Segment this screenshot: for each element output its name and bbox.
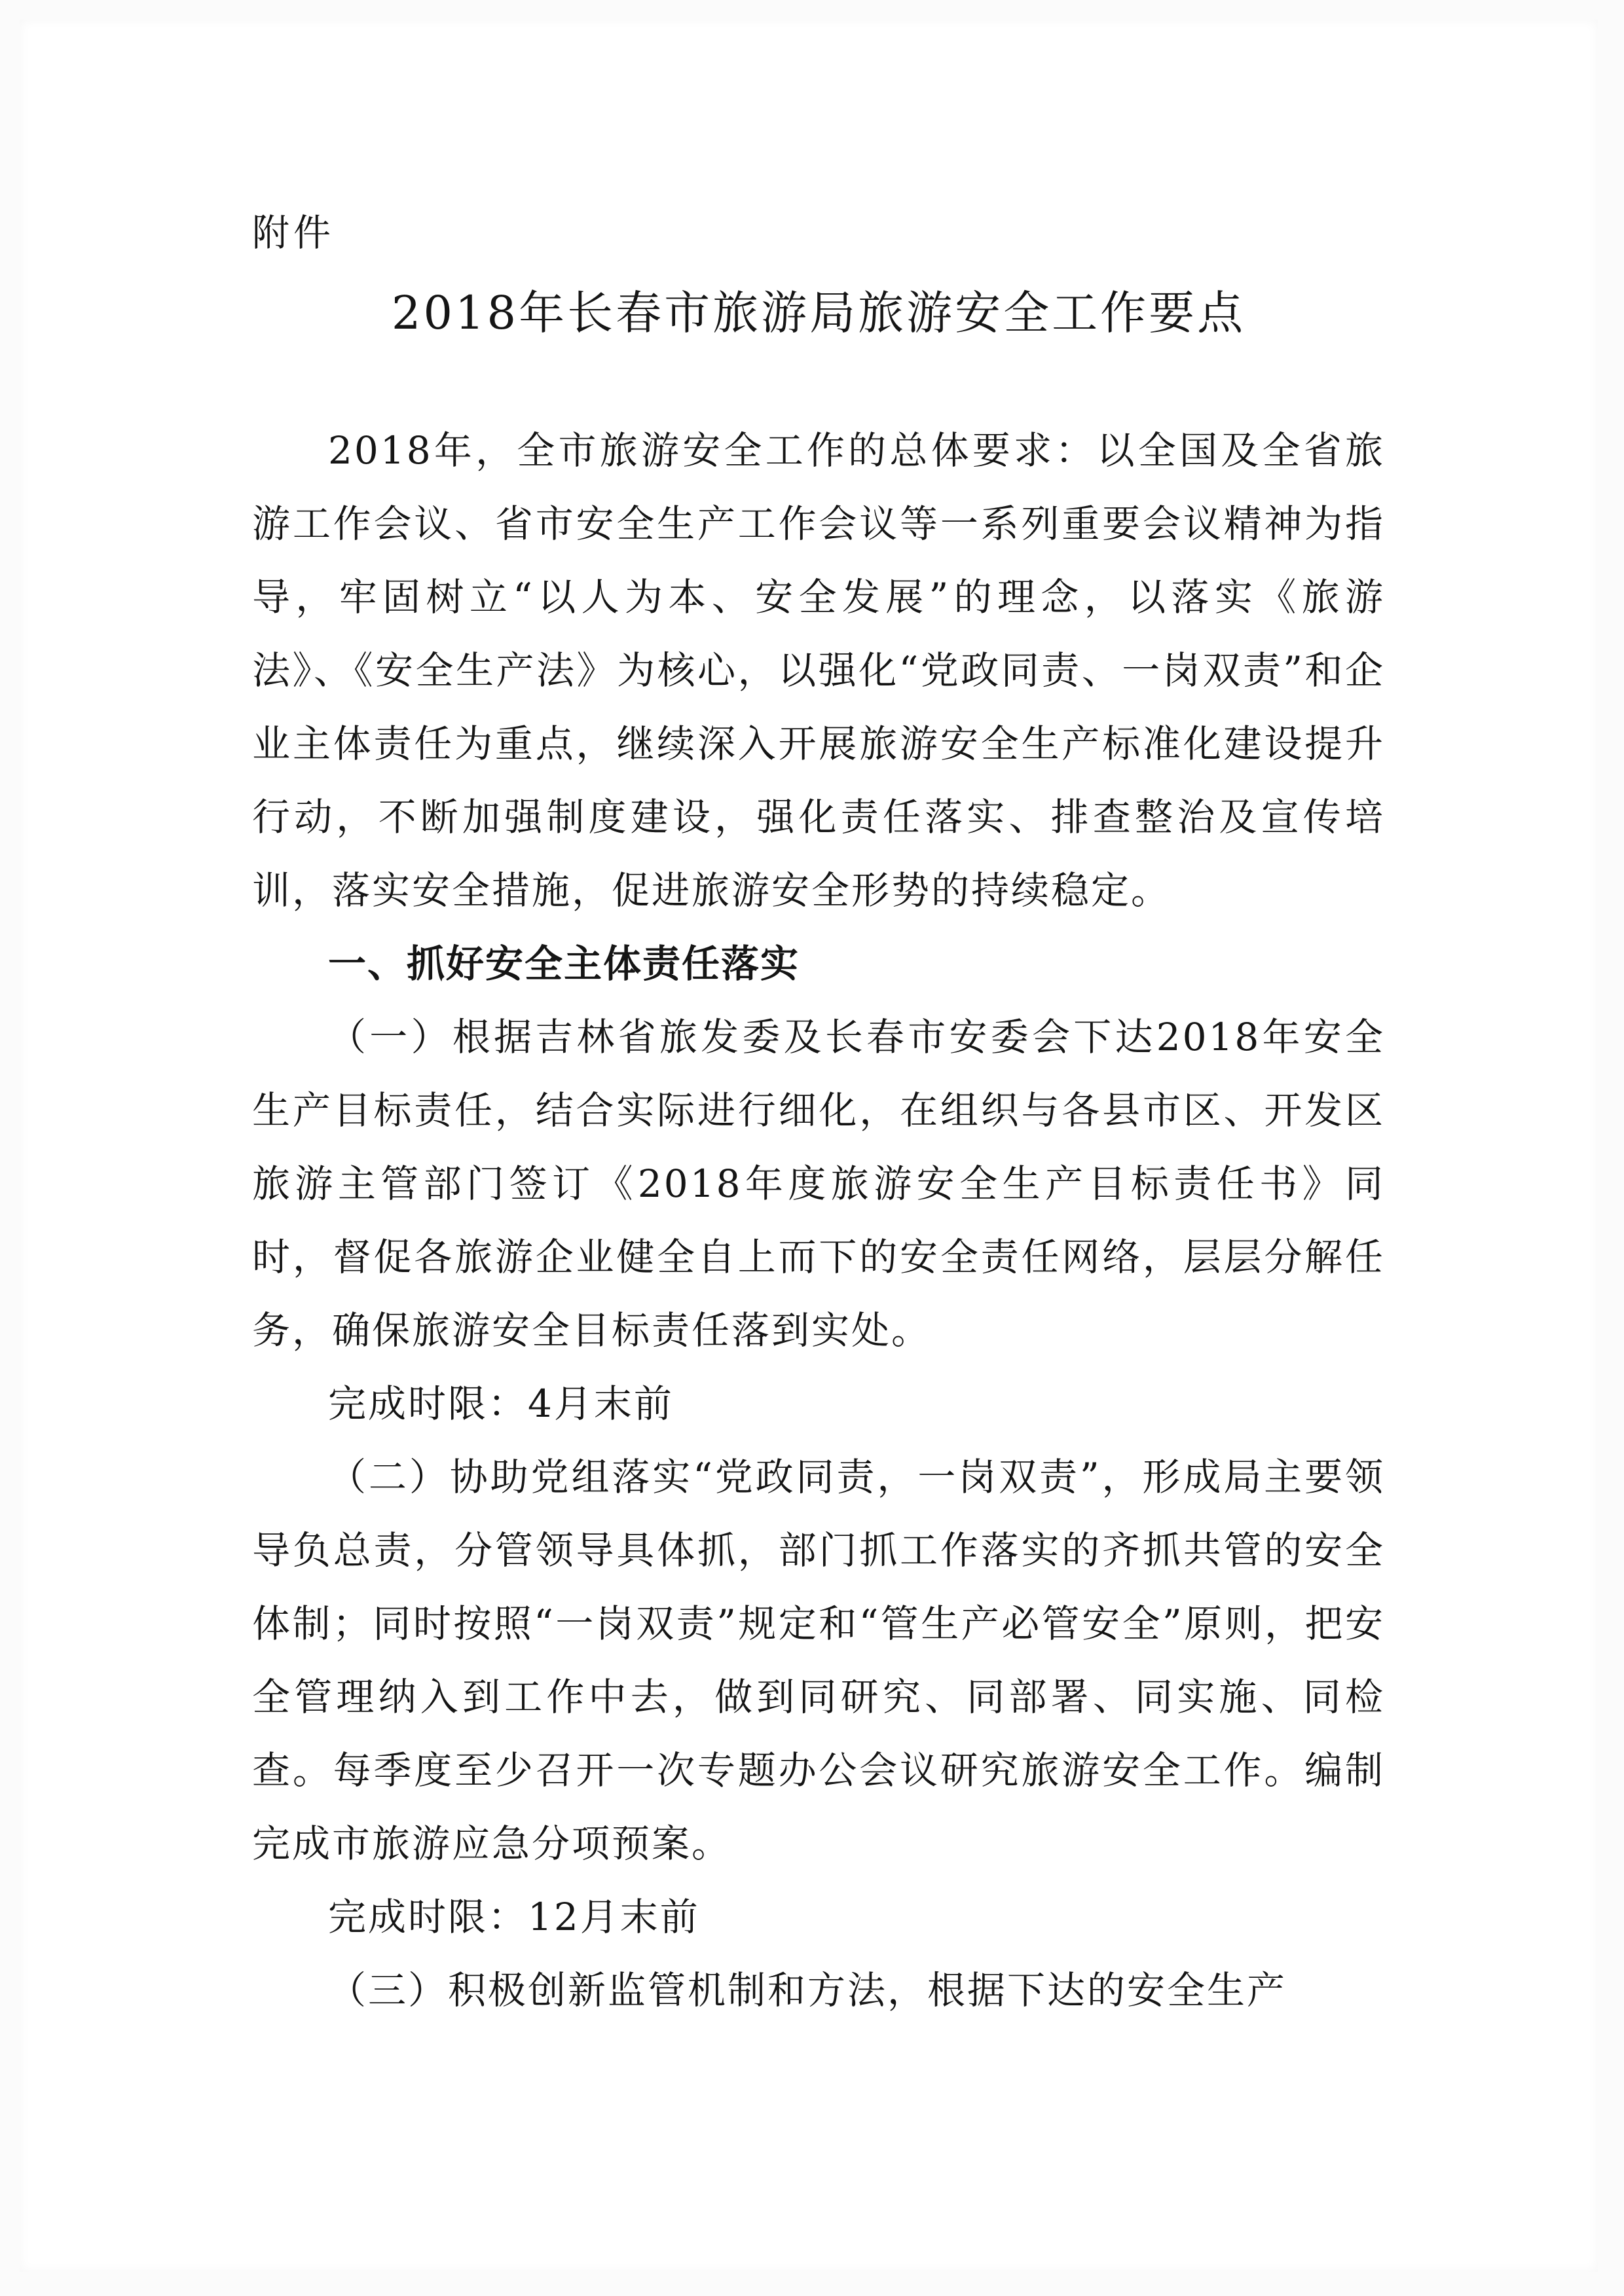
attachment-label: 附件	[252, 211, 335, 255]
document-title: 2018年长春市旅游局旅游安全工作要点	[391, 286, 1246, 340]
item-3-paragraph: （三）积极创新监管机制和方法，根据下达的安全生产	[328, 1968, 1287, 2013]
section-heading: 一、抓好安全主体责任落实	[328, 941, 800, 986]
item-1-deadline: 完成时限：4月末前	[328, 1381, 674, 1426]
item-2-paragraph: （二）协助党组落实“党政同责，一岗双责”，形成局主要领导负总责，分管领导具体抓，部门抓工作落实的齐抓共管的安全体制；同时按照“一岗双责”规定和“管生产必管安全”原则，把安全管理纳入到工作中去，做到同研究、同部署、同实施、同检查。每季度至少召开一次专题办公会议研究旅游安全工作。编制完成市旅游应急分项预案。	[252, 1455, 1385, 1866]
intro-paragraph: 2018年，全市旅游安全工作的总体要求：以全国及全省旅游工作会议、省市安全生产工作会议等一系列重要会议精神为指导，牢固树立“以人为本、安全发展”的理念，以落实《旅游法》、《安全生产法》为核心，以强化“党政同责、一岗双责”和企业主体责任为重点，继续深入开展旅游安全生产标准化建设提升行动，不断加强制度建设，强化责任落实、排查整治及宣传培训，落实安全措施，促进旅游安全形势的持续稳定。	[252, 428, 1385, 913]
document-body	[252, 414, 1385, 2027]
item-1-paragraph: （一）根据吉林省旅发委及长春市安委会下达2018年安全生产目标责任，结合实际进行细化，在组织与各县市区、开发区旅游主管部门签订《2018年度旅游安全生产目标责任书》同时，督促各旅游企业健全自上而下的安全责任网络，层层分解任务，确保旅游安全目标责任落到实处。	[252, 1015, 1385, 1353]
item-2-deadline: 完成时限：12月末前	[328, 1895, 700, 1939]
